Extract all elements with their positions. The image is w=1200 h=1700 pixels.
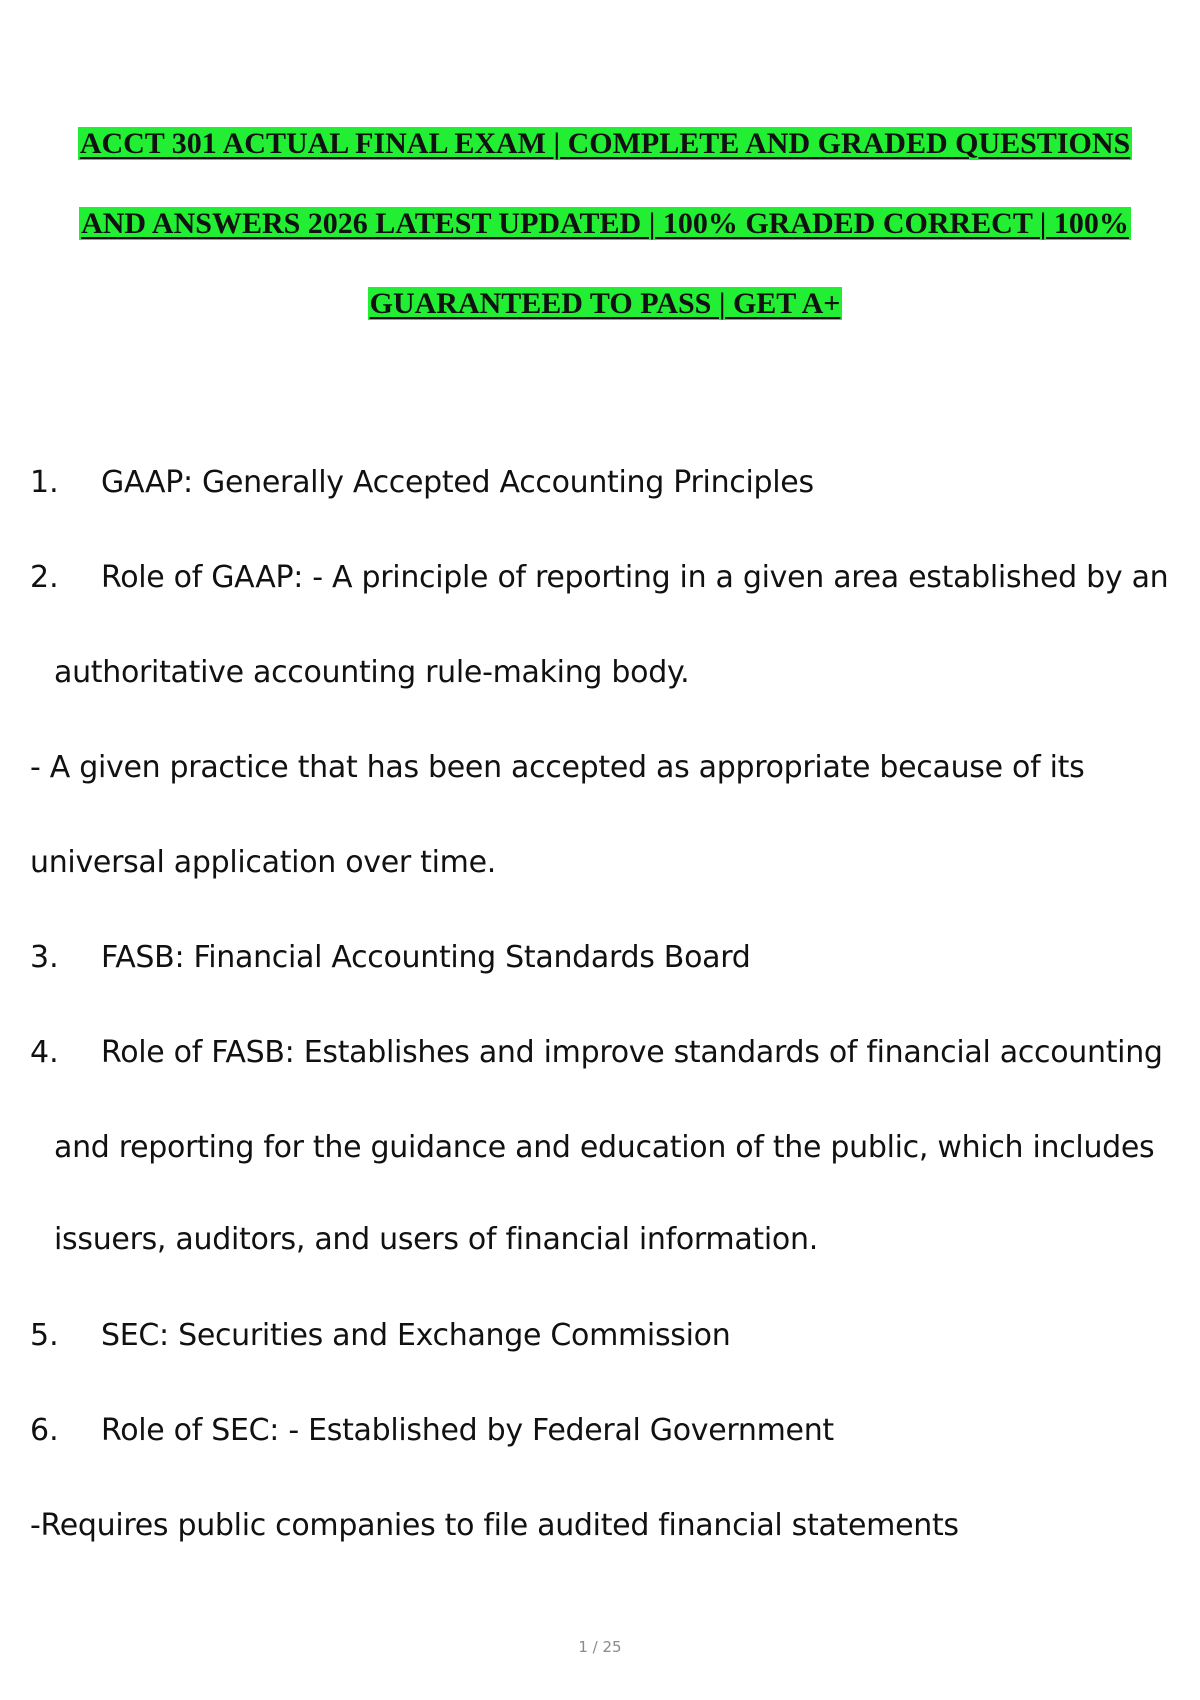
item-number: 6.: [30, 1413, 59, 1448]
item-text: Role of GAAP: - A principle of reporting in a given area established by an: [101, 560, 1169, 595]
item-continuation: authoritative accounting rule-making body.: [54, 655, 690, 690]
item-text: GAAP: Generally Accepted Accounting Principles: [101, 465, 814, 500]
item-continuation: issuers, auditors, and users of financial information.: [54, 1222, 818, 1257]
title-highlight-1: ACCT 301 ACTUAL FINAL EXAM | COMPLETE AND GRADED QUESTIONS: [79, 127, 1131, 160]
item-number: 2.: [30, 560, 59, 595]
item-number: 5.: [30, 1318, 59, 1353]
item-continuation: and reporting for the guidance and education of the public, which includes: [54, 1130, 1155, 1165]
item-number: 3.: [30, 940, 59, 975]
document-title-line-2: [40, 202, 1170, 246]
document-title-line-3: [40, 282, 1170, 326]
item-number: 4.: [30, 1035, 59, 1070]
title-highlight-2: AND ANSWERS 2026 LATEST UPDATED | 100% GRADED CORRECT | 100%: [81, 207, 1129, 240]
document-title-line-1: [40, 122, 1170, 166]
title-highlight-3: GUARANTEED TO PASS | GET A+: [369, 287, 841, 320]
page-indicator: 1 / 25: [578, 1638, 622, 1656]
item-note: universal application over time.: [30, 845, 496, 880]
item-text: Role of FASB: Establishes and improve standards of financial accounting: [101, 1035, 1163, 1070]
item-note: - A given practice that has been accepted as appropriate because of its: [30, 750, 1085, 785]
item-text: FASB: Financial Accounting Standards Board: [101, 940, 751, 975]
item-text: SEC: Securities and Exchange Commission: [101, 1318, 731, 1353]
item-text: Role of SEC: - Established by Federal Government: [101, 1413, 834, 1448]
item-note: -Requires public companies to file audited financial statements: [30, 1508, 959, 1543]
item-number: 1.: [30, 465, 59, 500]
